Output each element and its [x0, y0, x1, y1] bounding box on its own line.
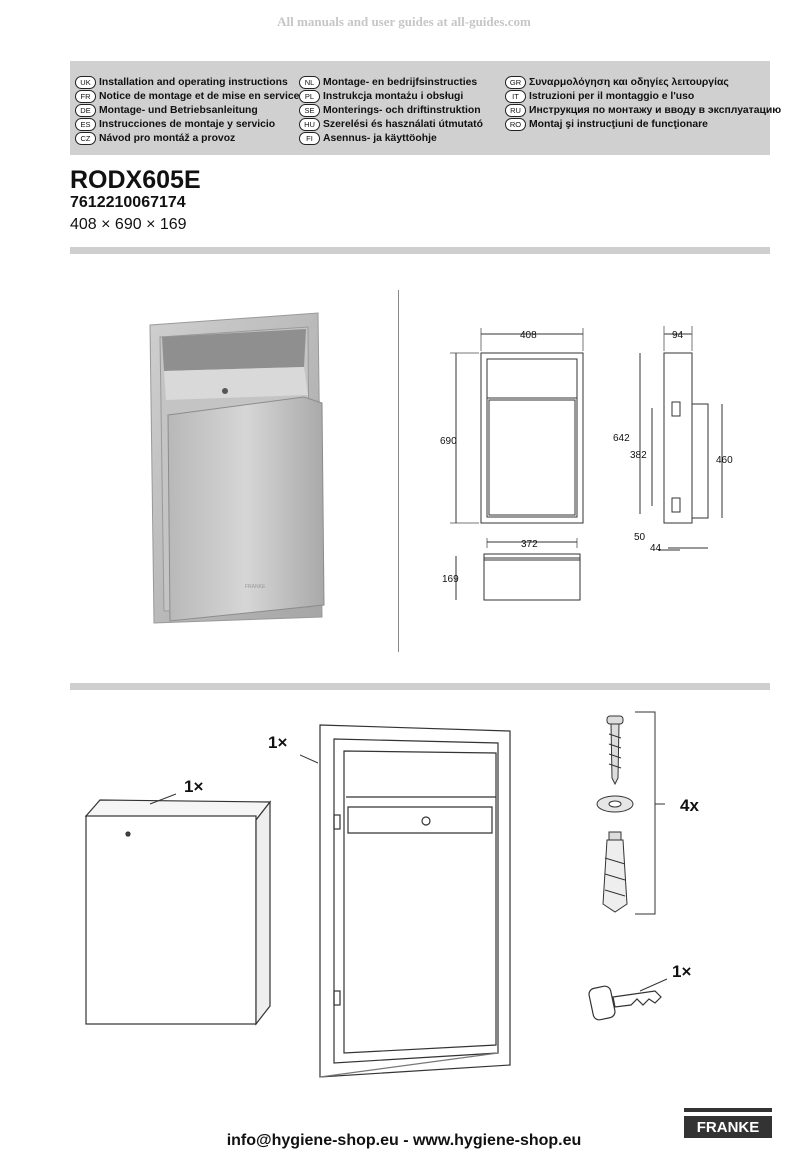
product-photo	[140, 305, 340, 630]
dim-372: 372	[521, 539, 538, 550]
language-label: Istruzioni per il montaggio e l'uso	[529, 90, 695, 102]
language-code: FI	[299, 132, 320, 145]
watermark: All manuals and user guides at all-guides.com	[277, 14, 531, 29]
language-label: Инструкция по монтажу и вводу в эксплуатацию	[529, 104, 782, 116]
language-column	[75, 75, 299, 145]
key-quantity: 1×	[672, 962, 692, 981]
language-code: RO	[505, 118, 526, 131]
language-code: ES	[75, 118, 96, 131]
logo-text: FRANKE	[696, 1119, 760, 1136]
language-label: Asennus- ja käyttöohje	[323, 132, 437, 144]
bin-quantity: 1×	[184, 777, 204, 796]
frame-illustration	[300, 715, 525, 1085]
language-code: GR	[505, 76, 526, 89]
dim-690: 690	[440, 436, 457, 447]
section-divider	[70, 683, 770, 690]
language-code: SE	[299, 104, 320, 117]
language-label: Szerelési és használati útmutató	[323, 118, 483, 130]
dim-642: 642	[613, 433, 630, 444]
language-panel	[70, 61, 782, 155]
dim-382: 382	[630, 450, 647, 461]
language-label: Montage- en bedrijfsinstructies	[323, 76, 478, 88]
language-code: CZ	[75, 132, 96, 145]
language-label: Instrukcja montażu i obsługi	[323, 90, 464, 102]
language-code: DE	[75, 104, 96, 117]
language-label: Monterings- och driftinstruktion	[323, 104, 481, 116]
vertical-divider	[398, 290, 399, 652]
language-row	[299, 89, 483, 103]
language-column	[505, 75, 781, 131]
language-row	[75, 103, 299, 117]
language-code: UK	[75, 76, 96, 89]
language-label: Instrucciones de montaje y servicio	[99, 118, 276, 130]
dim-44: 44	[650, 543, 662, 554]
language-row	[75, 75, 299, 89]
language-label: Installation and operating instructions	[99, 76, 288, 88]
language-row	[505, 103, 781, 117]
fixings-quantity: 4x	[680, 796, 699, 815]
language-code: PL	[299, 90, 320, 103]
section-divider	[70, 247, 770, 254]
language-row	[75, 131, 299, 145]
language-code: NL	[299, 76, 320, 89]
dim-408: 408	[520, 330, 537, 341]
technical-drawing	[440, 318, 740, 608]
language-column	[299, 75, 483, 145]
language-row	[299, 131, 483, 145]
language-row	[75, 89, 299, 103]
language-label: Notice de montage et de mise en service	[99, 90, 300, 102]
language-row	[505, 75, 781, 89]
language-code: FR	[75, 90, 96, 103]
frame-quantity: 1×	[268, 733, 288, 752]
footer-contact: info@hygiene-shop.eu - www.hygiene-shop.eu	[226, 1132, 582, 1149]
svg-text:FRANKE: FRANKE	[245, 584, 266, 590]
language-row	[299, 75, 483, 89]
fixings-illustration	[585, 708, 665, 918]
language-label: Návod pro montáž a provoz	[99, 132, 236, 144]
language-row	[299, 103, 483, 117]
language-code: IT	[505, 90, 526, 103]
language-label: Συναρμολόγηση και οδηγίες λειτουργίας	[529, 76, 729, 88]
dim-94: 94	[672, 330, 684, 341]
product-model: RODX605E	[70, 166, 201, 194]
language-label: Montaj şi instrucţiuni de funcţionare	[529, 118, 708, 130]
language-row	[505, 117, 781, 131]
key-illustration	[585, 975, 680, 1025]
dim-50: 50	[634, 532, 646, 543]
waste-bin-illustration	[80, 790, 280, 1030]
product-dimensions: 408 × 690 × 169	[70, 216, 187, 233]
language-code: HU	[299, 118, 320, 131]
product-ean: 7612210067174	[70, 194, 186, 211]
language-row	[75, 117, 299, 131]
language-code: RU	[505, 104, 526, 117]
language-label: Montage- und Betriebsanleitung	[99, 104, 258, 116]
dim-169: 169	[442, 574, 459, 585]
language-row	[299, 117, 483, 131]
dim-460: 460	[716, 455, 733, 466]
language-row	[505, 89, 781, 103]
